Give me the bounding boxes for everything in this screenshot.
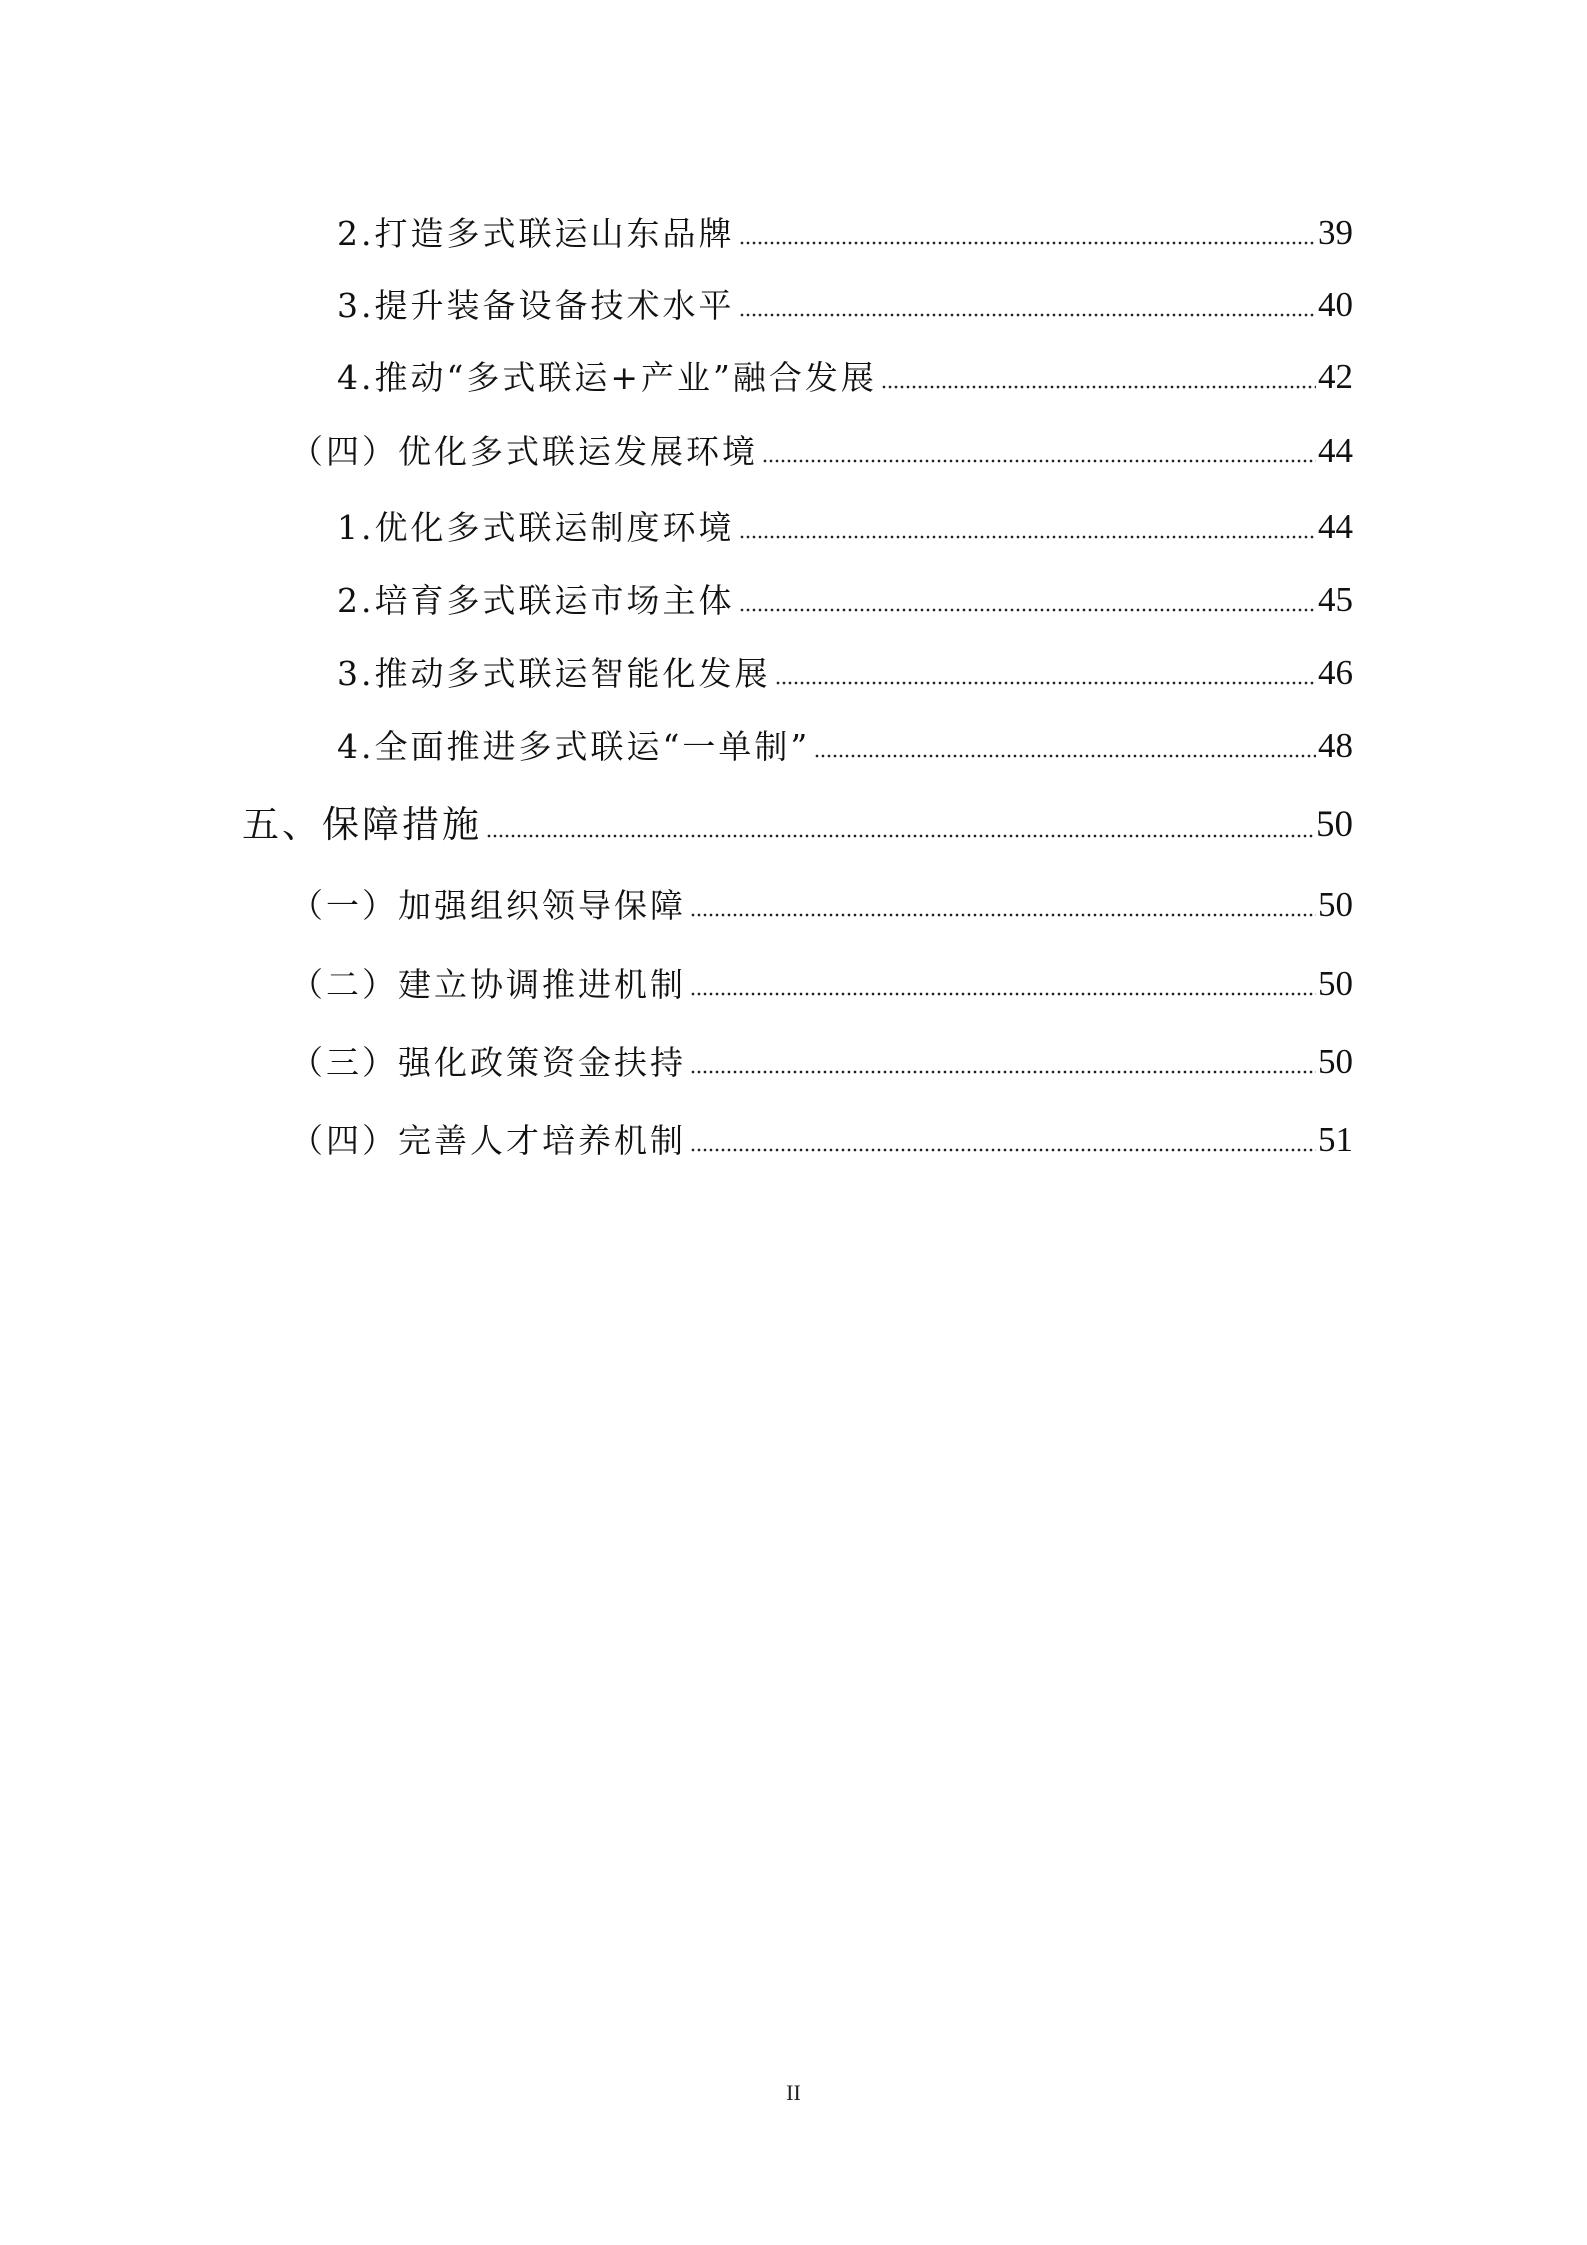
- toc-entry-page: 50: [1318, 885, 1353, 924]
- dot-leader: [690, 1070, 1316, 1074]
- toc-entry-title: （三）强化政策资金扶持: [290, 1043, 686, 1082]
- toc-entry-title: （四）优化多式联运发展环境: [290, 432, 758, 471]
- toc-entry-page: 50: [1316, 804, 1353, 845]
- toc-entry-page: 51: [1318, 1120, 1353, 1159]
- toc-entry-title: 2.培育多式联运市场主体: [337, 581, 735, 620]
- toc-entry-line: [290, 408, 1353, 471]
- toc-entry-page: 50: [1318, 964, 1353, 1003]
- toc-entry-page: 40: [1318, 285, 1353, 324]
- toc-entry-title: 3.提升装备设备技术水平: [337, 286, 735, 325]
- toc-entry-line: [242, 783, 1353, 846]
- toc-entry-page: 48: [1318, 726, 1353, 765]
- dot-leader: [762, 459, 1316, 463]
- dot-leader: [690, 1148, 1316, 1152]
- dot-leader: [881, 385, 1316, 389]
- toc-entry[interactable]: [0, 783, 1587, 846]
- toc-entry-line: [337, 557, 1353, 620]
- toc-entry-page: 45: [1318, 580, 1353, 619]
- toc-entry-page: 46: [1318, 653, 1353, 692]
- dot-leader: [690, 913, 1316, 917]
- toc-entry-line: [290, 941, 1353, 1004]
- dot-leader: [486, 834, 1314, 838]
- dot-leader: [739, 608, 1317, 612]
- toc-entry-page: 50: [1318, 1042, 1353, 1081]
- toc-entry-title: （四）完善人才培养机制: [290, 1121, 686, 1160]
- toc-entry[interactable]: [0, 484, 1587, 547]
- toc-entry-line: [290, 862, 1353, 925]
- toc-entry[interactable]: [0, 557, 1587, 620]
- toc-entry[interactable]: [0, 703, 1587, 766]
- dot-leader: [739, 241, 1317, 245]
- toc-entry-title: 4.全面推进多式联运“一单制”: [337, 727, 811, 766]
- toc-entry[interactable]: [0, 190, 1587, 253]
- dot-leader: [739, 313, 1317, 317]
- dot-leader: [775, 681, 1317, 685]
- toc-entry[interactable]: [0, 862, 1587, 925]
- toc-entry-line: [337, 484, 1353, 547]
- toc-entry-line: [290, 1097, 1353, 1160]
- toc-entry-title: 3.推动多式联运智能化发展: [337, 654, 771, 693]
- toc-entry[interactable]: [0, 262, 1587, 325]
- toc-entry-title: 2.打造多式联运山东品牌: [337, 214, 735, 253]
- toc-entry[interactable]: [0, 408, 1587, 471]
- toc-entry[interactable]: [0, 1019, 1587, 1082]
- toc-entry-title: 4.推动“多式联运+产业”融合发展: [337, 358, 877, 397]
- toc-entry-page: 44: [1318, 507, 1353, 546]
- toc-entry-line: [290, 1019, 1353, 1082]
- toc-entry[interactable]: [0, 941, 1587, 1004]
- toc-entry-line: [337, 334, 1353, 397]
- toc-entry-title: （一）加强组织领导保障: [290, 886, 686, 925]
- toc-entry-title: 五、保障措施: [242, 803, 482, 846]
- toc-entry-line: [337, 703, 1353, 766]
- toc-entry-title: （二）建立协调推进机制: [290, 965, 686, 1004]
- toc-entry-line: [337, 262, 1353, 325]
- toc-entry[interactable]: [0, 334, 1587, 397]
- toc-entry-line: [337, 630, 1353, 693]
- toc-entry-line: [337, 190, 1353, 253]
- dot-leader: [814, 754, 1316, 758]
- dot-leader: [739, 535, 1317, 539]
- dot-leader: [690, 992, 1316, 996]
- toc-entry-page: 39: [1318, 213, 1353, 252]
- toc-entry[interactable]: [0, 630, 1587, 693]
- toc-entry-page: 44: [1318, 431, 1353, 470]
- toc-entry-page: 42: [1318, 357, 1353, 396]
- toc-entry[interactable]: [0, 1097, 1587, 1160]
- page-number-footer: II: [786, 2080, 801, 2105]
- toc-entry-title: 1.优化多式联运制度环境: [337, 508, 735, 547]
